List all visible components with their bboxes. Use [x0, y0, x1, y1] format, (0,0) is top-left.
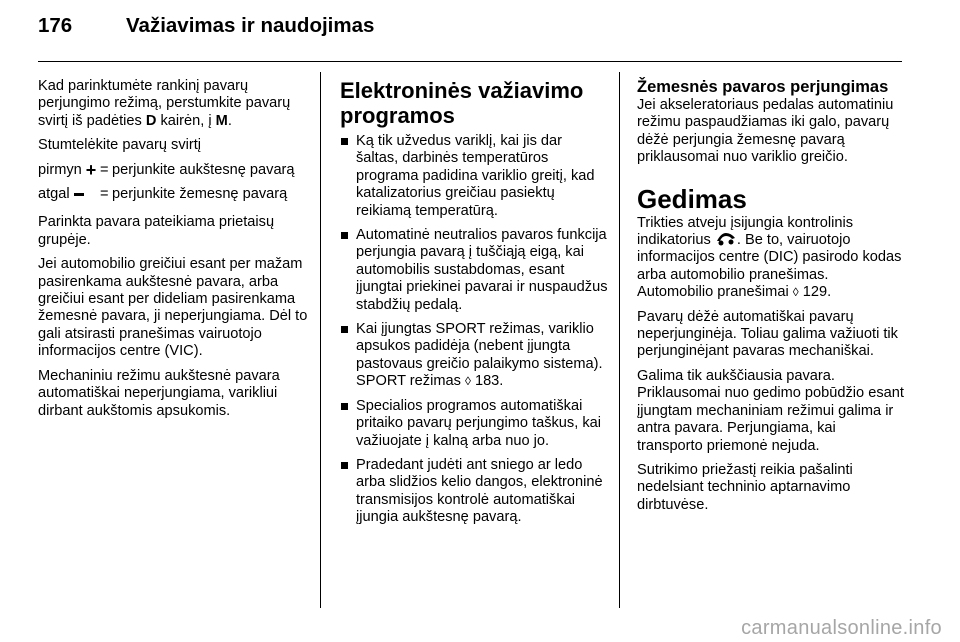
- shift-back-row: atgal = perjunkite žemesnę pavarą: [38, 186, 288, 203]
- manual-shift-paragraph: Pavarų dėžė automatiškai pavarų neperjunginėja. Toliau galima važiuoti tik perjunginėjant pavaras mechaniškai.: [637, 308, 898, 360]
- column-3: [637, 78, 905, 521]
- watermark: carmanualsonline.info: [741, 617, 942, 639]
- downshift-heading: Žemesnės pavaros perjungimas: [637, 78, 889, 96]
- gear-display-paragraph: Parinkta pavara pateikiama prietaisų grupėje.: [38, 214, 275, 248]
- list-item: Specialios programos automatiškai pritaiko pavarų perjungimo taškus, kai važiuojate į kalną arba nuo jo.: [340, 398, 608, 450]
- highest-gear-paragraph: Galima tik aukščiausia pavara. Priklausomai nuo gedimo pobūdžio esant įjungtam mechaniniam režimui galima ir antra pavara. Perjungiama, kai transporto priemonė nejuda.: [637, 367, 904, 454]
- fault-heading: Gedimas: [637, 183, 747, 214]
- workshop-paragraph: Sutrikimo priežastį reikia pašalinti nedelsiant techninio aptarnavimo dirbtuvėse.: [637, 461, 853, 513]
- list-item: Automatinė neutralios pavaros funkcija perjungia pavarą į tuščiąją eigą, kai automobilis sustabdomas, esant įjungtai priekinei pavarai ir nuspaudžus stabdžių pedalą.: [340, 227, 608, 314]
- column-2: [340, 78, 608, 534]
- fault-indicator-paragraph: Trikties atveju įsijungia kontrolinis indikatorius . Be to, vairuotojo informacijos centre (DIC) pasirodo kodas arba automobilio pranešimas. Automobilio pranešimai ◊ 129.: [637, 214, 902, 301]
- list-item: Kai įjungtas SPORT režimas, variklio apsukos padidėja (nebent įjungta pastovaus greičio palaikymo sistema). SPORT režimas ◊ 183.: [340, 321, 608, 391]
- page-header: [38, 14, 374, 50]
- column-divider-2: [619, 72, 620, 608]
- list-item: Ką tik užvedus variklį, kai jis dar šaltas, darbinės temperatūros programa padidina variklio greitį, kad katalizatorius greičiau pasiektų reikiamą temperatūrą.: [340, 133, 608, 220]
- header-rule: [38, 61, 902, 62]
- column-1: [38, 78, 310, 427]
- manual-mode-paragraph: Kad parinktumėte rankinį pavarų perjungimo režimą, perstumkite pavarų svirtį iš padėties D kairėn, į M.: [38, 78, 291, 129]
- shift-lever-intro: Stumtelėkite pavarų svirtį: [38, 137, 202, 154]
- page-reference-icon: ◊: [792, 285, 799, 300]
- minus-icon: [74, 193, 84, 196]
- transmission-warning-icon: [715, 232, 737, 246]
- downshift-paragraph: Jei akseleratoriaus pedalas automatiniu režimu paspaudžiamas iki galo, pavarų dėžė perjungia žemesnę pavarą priklausomai nuo variklio greičio.: [637, 97, 894, 166]
- plus-icon: +: [85, 160, 97, 181]
- high-rpm-paragraph: Mechaniniu režimu aukštesnė pavara automatiškai neperjungiama, varikliui dirbant aukštomis apsukomis.: [38, 367, 280, 419]
- page-reference-icon: ◊: [464, 374, 471, 389]
- list-item: Pradedant judėti ant sniego ar ledo arba slidžios kelio dangos, elektroninė transmisijos kontrolė automatiškai įjungia aukštesnę pavarą.: [340, 457, 608, 527]
- speed-limit-paragraph: Jei automobilio greičiui esant per mažam pasirenkama aukštesnė pavara, arba greičiui esant per dideliam pasirenkama žemesnė pavara, ji neperjungiama. Dėl to gali atsirasti pranešimas vairuotojo informacijos centre (VIC).: [38, 256, 308, 360]
- column-divider-1: [320, 72, 321, 608]
- shift-forward-row: pirmyn + = perjunkite aukštesnę pavarą: [38, 160, 295, 181]
- page-title: Važiavimas ir naudojimas: [126, 14, 375, 37]
- electronic-programs-heading: Elektroninės važiavimo programos: [340, 78, 584, 128]
- page-number: 176: [38, 14, 73, 37]
- programs-list: [340, 133, 608, 527]
